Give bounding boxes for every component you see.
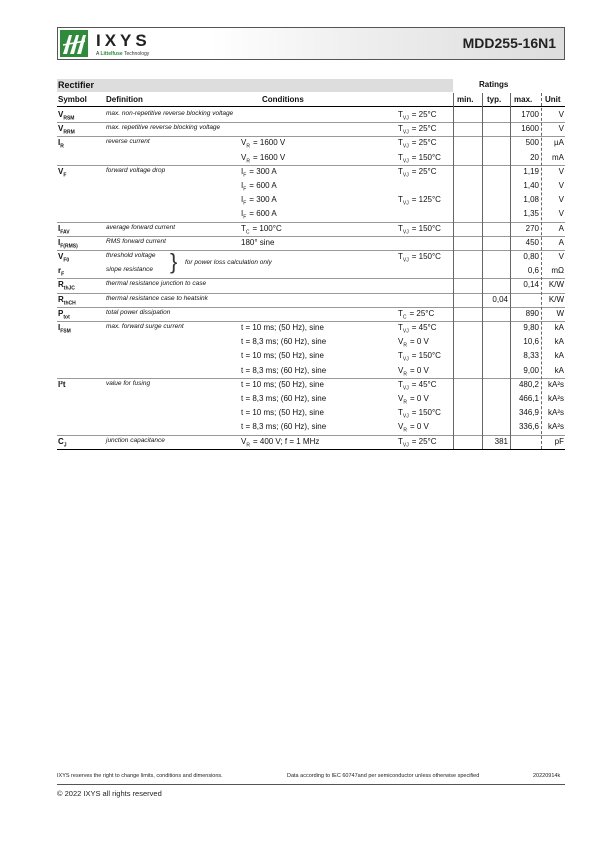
definition-cell: thermal resistance junction to case [106,280,207,288]
unit-cell: kA²s [548,394,564,403]
symbol-cell: $V_F$ [58,166,67,179]
unit-cell: V [558,252,564,261]
max-value-cell: 20 [530,152,539,162]
definition-cell: total power dissipation [106,308,171,316]
symbol-cell: $I_{FSM}$ [58,323,71,335]
row-divider [57,136,565,137]
footer-disclaimer: IXYS reserves the right to change limits, conditions and dimensions. [57,773,223,779]
row-divider [57,122,565,123]
max-value-cell: 1,08 [523,195,539,205]
symbol-cell: $V_{F0}$ [58,252,70,264]
unit-cell: V [558,209,564,219]
temperature-condition-cell: $T_{VJ} = 45^\circ C$ [398,323,437,335]
unit-cell: V [558,195,564,205]
temperature-condition-cell: $T_{VJ} = 25^\circ C$ [398,138,437,150]
brand-name: IXYS [96,31,151,50]
max-value-cell: 9,00 [523,365,539,375]
symbol-cell: $V_{RSM}$ [58,110,75,122]
table-bottom-border [57,449,565,450]
condition-cell: $I_F = 600$ A [241,181,277,193]
max-value-cell: 0,14 [523,280,539,290]
unit-cell: V [558,166,564,176]
max-value-cell: 8,33 [523,351,539,361]
row-divider [57,236,565,237]
unit-cell: kA²s [548,422,564,432]
condition-cell: $I_F = 300$ A [241,195,277,207]
row-divider [57,250,565,251]
symbol-cell: $P_{tot}$ [58,308,70,321]
unit-cell: V [558,181,564,190]
row-divider [57,278,565,279]
column-divider [541,93,542,449]
column-divider [510,93,511,449]
symbol-cell: $C_J$ [58,436,67,449]
symbol-cell: I²t [58,379,66,389]
unit-cell: µA [554,138,564,148]
temperature-condition-cell: $V_R = 0$ V [398,365,429,378]
unit-cell: A [558,223,564,233]
condition-cell: t = 8,3 ms; (60 Hz), sine [241,337,327,347]
unit-cell: V [558,124,564,134]
col-header-symbol: Symbol [58,95,87,104]
temperature-condition-cell: $V_R = 0$ V [398,394,429,406]
max-value-cell: 1,40 [523,181,539,190]
temperature-condition-cell: $T_C = 25^\circ C$ [398,308,435,321]
definition-cell: reverse current [106,138,150,146]
condition-cell: t = 10 ms; (50 Hz), sine [241,323,324,332]
col-header-typ: typ. [487,95,502,104]
condition-cell: $T_C = 100^\circ C$ [241,223,282,236]
max-value-cell: 1,35 [523,209,539,219]
temperature-condition-cell: $T_{VJ} = 150^\circ C$ [398,351,441,363]
copyright: © 2022 IXYS all rights reserved [57,789,162,798]
unit-cell: kA [554,337,564,347]
row-divider [57,378,565,379]
row-divider [57,222,565,223]
max-value-cell: 0,6 [527,266,539,276]
part-number: MDD255-16N1 [462,35,556,51]
col-header-conditions: Conditions [262,95,304,104]
max-value-cell: 466,1 [518,394,539,403]
typ-value-cell: 0,04 [492,294,508,304]
temperature-condition-cell: $T_{VJ} = 125^\circ C$ [398,195,441,207]
row-divider [57,321,565,322]
temperature-condition-cell: $T_{VJ} = 25^\circ C$ [398,166,437,179]
footer-doc-code: 20220914k [533,773,561,779]
col-header-max: max. [514,95,533,104]
col-header-definition: Definition [106,95,143,104]
temperature-condition-cell: $V_R = 0$ V [398,337,429,349]
condition-cell: $V_R = 1600$ V [241,152,286,165]
condition-cell: t = 8,3 ms; (60 Hz), sine [241,365,327,375]
unit-cell: kA [554,365,564,375]
header-divider [57,106,565,107]
definition-cell: slope resistance [106,266,153,274]
unit-cell: kA²s [548,379,564,389]
ixys-logo-icon [60,30,88,57]
symbol-cell: $V_{RRM}$ [58,124,75,136]
unit-cell: kA [554,351,564,361]
typ-value-cell: 381 [494,436,508,446]
max-value-cell: 336,6 [518,422,539,432]
max-value-cell: 450 [525,237,539,247]
unit-cell: mΩ [551,266,564,276]
condition-cell: t = 8,3 ms; (60 Hz), sine [241,422,327,432]
unit-cell: pF [554,436,564,446]
symbol-cell: $I_{F(RMS)}$ [58,237,78,250]
footer-divider [57,784,565,785]
temperature-condition-cell: $T_{VJ} = 150^\circ C$ [398,252,441,264]
section-title: Rectifier [58,80,95,90]
max-value-cell: 0,80 [523,252,539,261]
unit-cell: K/W [548,280,564,290]
definition-cell: RMS forward current [106,237,166,245]
max-value-cell: 1600 [521,124,539,134]
symbol-cell: $R_{thJC}$ [58,280,75,292]
max-value-cell: 890 [525,308,539,318]
definition-cell: value for fusing [106,379,151,387]
row-divider [57,293,565,294]
temperature-condition-cell: $T_{VJ} = 150^\circ C$ [398,223,441,236]
unit-cell: V [558,110,564,119]
max-value-cell: 346,9 [518,408,539,418]
definition-cell: max. repetitive reverse blocking voltage [106,124,221,132]
unit-cell: mA [552,152,564,162]
temperature-condition-cell: $T_{VJ} = 25^\circ C$ [398,110,437,122]
condition-cell: t = 10 ms; (50 Hz), sine [241,379,324,389]
temperature-condition-cell: $T_{VJ} = 45^\circ C$ [398,379,437,392]
symbol-cell: $r_F$ [58,266,65,278]
footer-data-note: Data according to IEC 60747and per semiconductor unless otherwise specified [287,773,480,779]
condition-cell: $V_R = 1600$ V [241,138,286,150]
section-bar [57,79,453,92]
max-value-cell: 1,19 [523,166,539,176]
brand-tagline: A Littelfuse Technology [96,51,150,57]
max-value-cell: 270 [525,223,539,233]
condition-cell: t = 10 ms; (50 Hz), sine [241,408,324,418]
header-bar [57,27,565,60]
definition-cell: max. non-repetitive reverse blocking voltage [106,110,234,117]
temperature-condition-cell: $T_{VJ} = 150^\circ C$ [398,408,441,420]
symbol-cell: $R_{thCH}$ [58,294,76,307]
brace-symbol: } [170,249,178,274]
temperature-condition-cell: $T_{VJ} = 25^\circ C$ [398,124,437,136]
column-divider [453,93,454,449]
definition-cell: average forward current [106,223,176,231]
row-divider [57,307,565,308]
condition-cell: t = 8,3 ms; (60 Hz), sine [241,394,327,403]
row-divider [57,435,565,436]
unit-cell: kA [554,323,564,332]
condition-cell: $V_R = 400$ V; f = 1 MHz [241,436,320,449]
ratings-label: Ratings [479,80,509,89]
definition-cell: max. forward surge current [106,323,184,330]
col-header-unit: Unit [545,95,561,104]
max-value-cell: 9,80 [523,323,539,332]
row-divider [57,165,565,166]
max-value-cell: 480,2 [518,379,539,389]
temperature-condition-cell: $T_{VJ} = 25^\circ C$ [398,436,437,449]
temperature-condition-cell: $V_R = 0$ V [398,422,429,434]
unit-cell: W [556,308,564,318]
definition-cell: thermal resistance case to heatsink [106,294,208,302]
unit-cell: kA²s [548,408,564,418]
condition-cell: t = 10 ms; (50 Hz), sine [241,351,324,361]
definition-cell: junction capacitance [106,436,165,444]
unit-cell: A [558,237,564,247]
max-value-cell: 10,6 [523,337,539,347]
unit-cell: K/W [548,294,564,304]
definition-cell: forward voltage drop [106,166,166,174]
column-divider [482,93,483,449]
temperature-condition-cell: $T_{VJ} = 150^\circ C$ [398,152,441,165]
symbol-cell: $I_R$ [58,138,64,150]
max-value-cell: 1700 [521,110,539,119]
symbol-cell: $I_{FAV}$ [58,223,70,236]
condition-cell: $I_F = 300$ A [241,166,277,179]
condition-cell: $I_F = 600$ A [241,209,277,221]
condition-cell: 180° sine [241,237,275,247]
col-header-min: min. [457,95,474,104]
definition-cell: threshold voltage [106,252,156,259]
max-value-cell: 500 [525,138,539,148]
power-loss-note: for power loss calculation only [185,259,272,266]
